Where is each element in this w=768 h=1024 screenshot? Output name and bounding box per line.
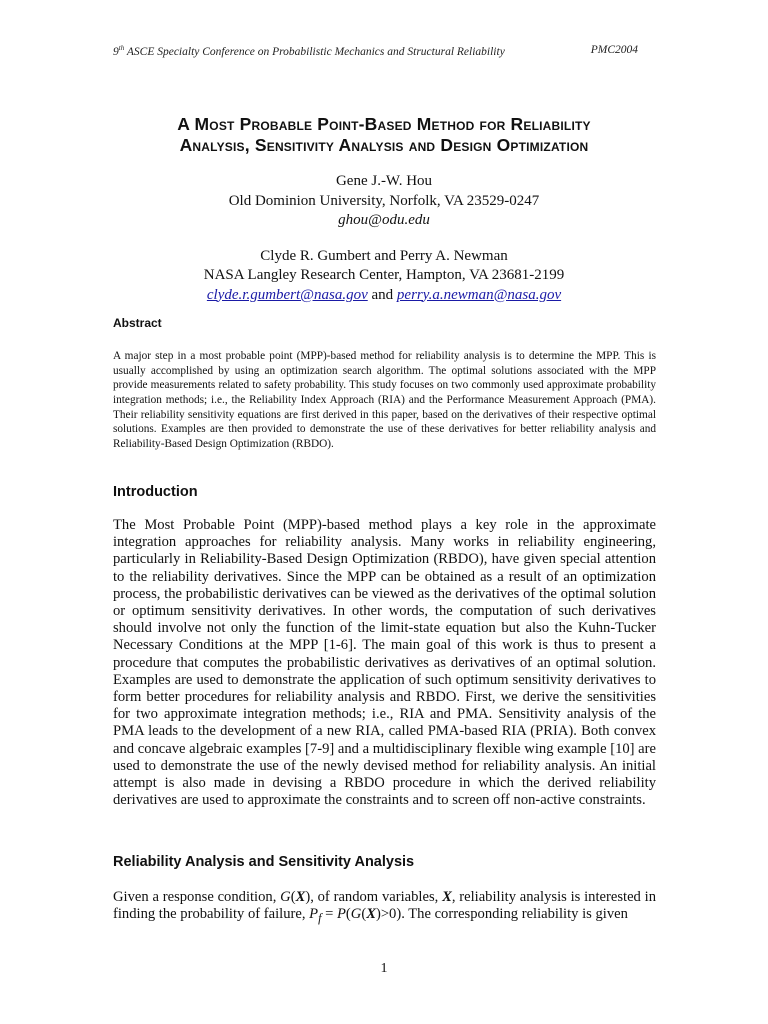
introduction-body: The Most Probable Point (MPP)-based method plays a key role in the approximate integration approaches for reliability analysis. Many works in reliability engineering, particularly in Reliability-Based Design Optimization (RBDO), have given special attention to the reliability derivatives. Since the MPP can be obtained as a result of an optimization process, the probabilistic derivatives can be viewed as the derivatives of the optimal solution or optimum sensitivity derivatives. In other words, the computation of such derivatives should involve not only the function of the limit-state equation but also the Kuhn-Tucker Necessary Conditions at the MPP [1-6]. The main goal of this work is thus to present a procedure that computes the probabilistic derivatives as derivatives of an optimal solution. Examples are used to demonstrate the application of such optimum sensitivity derivatives to form better procedures for reliability analysis and RBDO. First, we derive the sensitivities for two approximate integration methods; i.e., RIA and PMA. Sensitivity analysis of the PMA leads to the development of a new RIA, called PMA-based RIA (PRIA). Both convex and concave algebraic examples [7-9] and a multidisciplinary flexible wing example [10] are used to demonstrate the use of the newly devised method for reliability analysis. An initial attempt is also made in devising a RBDO procedure in which the derived reliability derivatives are used to approximate the constraints and to screen off non-active constraints.: [113, 517, 656, 809]
page-number: 1: [380, 961, 388, 976]
abstract-heading: Abstract: [113, 316, 162, 330]
author-email: ghou@odu.edu: [338, 212, 430, 228]
conference-name: 9th ASCE Specialty Conference on Probabilistic Mechanics and Structural Reliability: [113, 44, 505, 58]
email-link-gumbert[interactable]: clyde.r.gumbert@nasa.gov: [206, 286, 368, 303]
abstract-body: A major step in a most probable point (MPP)-based method for reliability analysis is to determine the MPP. This is usually accomplished by using an optimization search algorithm. The optimal solutions associated with the MPP provide measurements related to safety probability. This study focuses on two commonly used approximate probability integration methods; i.e., the Reliability Index Approach (RIA) and the Performance Measurement Approach (PMA). Their reliability sensitivity equations are first derived in this paper, based on the derivatives of their respective optimal solutions. Examples are then provided to demonstrate the use of these derivatives for better reliability analysis and Reliability-Based Design Optimization (RBDO).: [113, 350, 656, 450]
author-name: Gene J.-W. Hou: [335, 173, 433, 189]
conference-code: PMC2004: [590, 44, 638, 56]
title-line-2: Analysis, Sensitivity Analysis and Design Optimization: [179, 135, 589, 155]
reliability-section-heading: Reliability Analysis and Sensitivity Analysis: [113, 854, 415, 870]
title-line-1: A Most Probable Point-Based Method for Reliability: [177, 114, 591, 134]
introduction-heading: Introduction: [113, 484, 198, 500]
coauthor-emails: clyde.r.gumbert@nasa.gov and perry.a.newman@nasa.gov: [206, 286, 562, 303]
email-link-newman[interactable]: perry.a.newman@nasa.gov: [396, 286, 562, 303]
coauthor-names: Clyde R. Gumbert and Perry A. Newman: [260, 247, 508, 264]
author-block: [60, 172, 708, 305]
author-affiliation: Old Dominion University, Norfolk, VA 23529-0247: [228, 192, 540, 209]
reliability-section-body: Given a response condition, G(X), of random variables, X, reliability analysis is interested in finding the probability of failure, $P_f = P(G(X)>0)$. The corresponding reliability is given: [113, 889, 656, 926]
paper-title: [60, 114, 708, 156]
coauthor-affiliation: NASA Langley Research Center, Hampton, VA 23681-2199: [203, 267, 565, 283]
